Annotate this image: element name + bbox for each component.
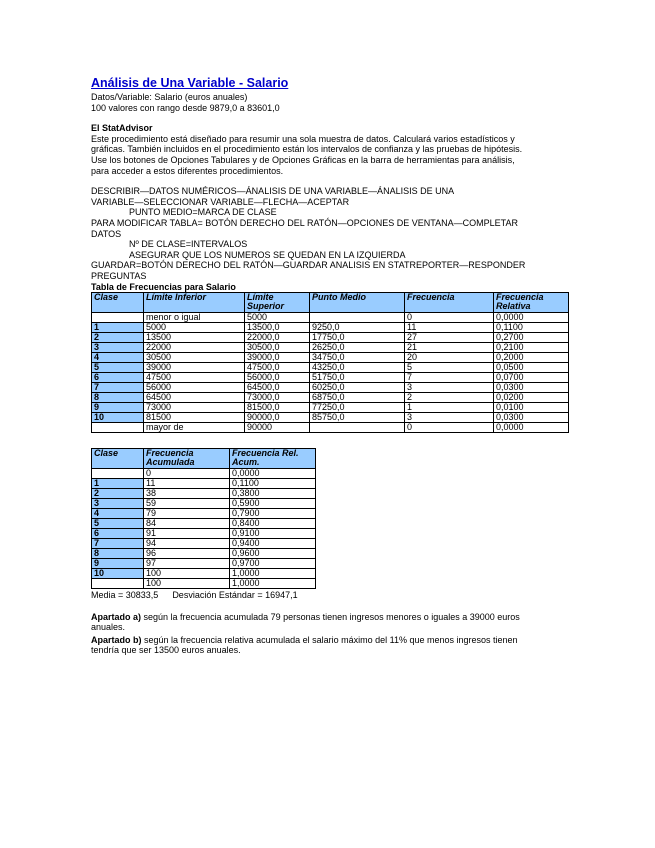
cell-sup: 22000,0 <box>245 332 310 342</box>
cell-rel: 0,2700 <box>494 332 569 342</box>
table-row <box>92 538 316 548</box>
cell-medio: 51750,0 <box>310 372 405 382</box>
statadvisor-line: gráficas. También incluidos en el procedimiento están los intervalos de confianza y las pruebas de hipótesis. <box>91 144 523 155</box>
cell-inf: 81500 <box>144 412 245 422</box>
table-row <box>92 498 316 508</box>
subtitle-range: 100 valores con rango desde 9879,0 a 83601,0 <box>91 102 280 113</box>
statadvisor-line: Este procedimiento está diseñado para resumir una sola muestra de datos. Calculará varios estadísticos y <box>91 133 515 144</box>
cell-rel: 1,0000 <box>230 578 316 588</box>
header-limite-inferior: Límite Inferior <box>144 292 245 312</box>
answer-b-text: según la frecuencia relativa acumulada el salario máximo del 11% que menos ingresos tienen <box>141 634 518 645</box>
cell-clase: 5 <box>92 362 144 372</box>
cell-clase <box>92 422 144 432</box>
cell-clase: 9 <box>92 558 144 568</box>
cell-frec: 7 <box>405 372 494 382</box>
cell-acum: 100 <box>144 578 230 588</box>
header-punto-medio: Punto Medio <box>310 292 405 312</box>
statadvisor-line: Use los botones de Opciones Tabulares y de Opciones Gráficas en la barra de herramientas para análisis, <box>91 154 515 165</box>
cell-clase: 6 <box>92 372 144 382</box>
cell-clase: 8 <box>92 548 144 558</box>
cell-clase: 4 <box>92 508 144 518</box>
answer-a-text: según la frecuencia acumulada 79 personas tienen ingresos menores o iguales a 39000 euros <box>141 611 520 622</box>
cell-inf: menor o igual <box>144 312 245 322</box>
table-row <box>92 568 316 578</box>
cell-sup: 64500,0 <box>245 382 310 392</box>
cell-inf: 39000 <box>144 362 245 372</box>
statadvisor-heading: El StatAdvisor <box>91 123 153 134</box>
cell-clase <box>92 578 144 588</box>
cell-rel: 0,0700 <box>494 372 569 382</box>
cell-sup: 39000,0 <box>245 352 310 362</box>
cell-rel: 0,3800 <box>230 488 316 498</box>
table-row <box>92 558 316 568</box>
cell-medio: 68750,0 <box>310 392 405 402</box>
table-row <box>92 362 569 372</box>
cell-inf: 47500 <box>144 372 245 382</box>
cell-sup: 81500,0 <box>245 402 310 412</box>
cell-rel: 0,9100 <box>230 528 316 538</box>
cell-clase: 8 <box>92 392 144 402</box>
table-row <box>92 518 316 528</box>
cell-medio: 85750,0 <box>310 412 405 422</box>
cell-medio <box>310 422 405 432</box>
table-row <box>92 402 569 412</box>
cell-clase: 1 <box>92 478 144 488</box>
cell-sup: 90000 <box>245 422 310 432</box>
cell-medio: 77250,0 <box>310 402 405 412</box>
cell-clase: 6 <box>92 528 144 538</box>
cell-frec: 3 <box>405 382 494 392</box>
answer-b-label: Apartado b) <box>91 634 142 645</box>
cell-clase: 2 <box>92 488 144 498</box>
statadvisor-line: para acceder a estos diferentes procedimientos. <box>91 165 284 176</box>
cell-sup: 90000,0 <box>245 412 310 422</box>
instruction-modificar-cont: DATOS <box>91 228 122 239</box>
subtitle-variable: Datos/Variable: Salario (euros anuales) <box>91 92 248 102</box>
cell-clase: 1 <box>92 322 144 332</box>
table-row <box>92 342 569 352</box>
cell-clase: 7 <box>92 382 144 392</box>
table-row <box>92 372 569 382</box>
header-frecuencia-rel-acum: Frecuencia Rel. Acum. <box>230 448 316 468</box>
cell-medio: 60250,0 <box>310 382 405 392</box>
cell-rel: 0,0300 <box>494 412 569 422</box>
cell-sup: 73000,0 <box>245 392 310 402</box>
header-clase: Clase <box>92 448 144 468</box>
table-row <box>92 528 316 538</box>
table-row <box>92 578 316 588</box>
cell-inf: 73000 <box>144 402 245 412</box>
header-frecuencia-acumulada: Frecuencia Acumulada <box>144 448 230 468</box>
cell-rel: 0,5900 <box>230 498 316 508</box>
header-frecuencia-relativa: Frecuencia Relativa <box>494 292 569 312</box>
frequency-table-header <box>92 292 569 312</box>
cell-inf: mayor de <box>144 422 245 432</box>
cell-acum: 0 <box>144 468 230 478</box>
cell-frec: 3 <box>405 412 494 422</box>
cell-rel: 0,0100 <box>494 402 569 412</box>
cell-sup: 30500,0 <box>245 342 310 352</box>
cell-rel: 1,0000 <box>230 568 316 578</box>
answer-a-label: Apartado a) <box>91 611 142 622</box>
answer-a <box>91 612 571 633</box>
instruction-guardar: GUARDAR=BOTÓN DERECHO DEL RATÓN—GUARDAR ANALISIS EN STATREPORTER—RESPONDER <box>91 260 526 271</box>
cell-rel: 0,0500 <box>494 362 569 372</box>
answer-b <box>91 635 571 656</box>
cell-frec: 0 <box>405 312 494 322</box>
cell-clase <box>92 312 144 322</box>
cell-rel: 0,7900 <box>230 508 316 518</box>
instruction-num-clase: Nº DE CLASE=INTERVALOS <box>129 239 248 250</box>
table-row <box>92 468 316 478</box>
cell-rel: 0,9600 <box>230 548 316 558</box>
cell-acum: 94 <box>144 538 230 548</box>
cell-clase: 2 <box>92 332 144 342</box>
cell-frec: 0 <box>405 422 494 432</box>
summary-stats <box>91 590 571 600</box>
table-row <box>92 508 316 518</box>
cell-sup: 5000 <box>245 312 310 322</box>
table-row <box>92 392 569 402</box>
cell-medio <box>310 312 405 322</box>
table-row <box>92 352 569 362</box>
cell-medio: 17750,0 <box>310 332 405 342</box>
table-row <box>92 548 316 558</box>
statadvisor-section <box>91 123 571 176</box>
stat-media: Media = 30833,5 <box>91 589 159 600</box>
cell-clase: 4 <box>92 352 144 362</box>
cell-acum: 84 <box>144 518 230 528</box>
cell-acum: 97 <box>144 558 230 568</box>
cell-rel: 0,0000 <box>494 422 569 432</box>
cell-rel: 0,8400 <box>230 518 316 528</box>
cumulative-table <box>91 448 316 589</box>
stat-desviacion: Desviación Estándar = 16947,1 <box>172 589 298 600</box>
cell-frec: 20 <box>405 352 494 362</box>
cell-clase: 9 <box>92 402 144 412</box>
cell-rel: 0,2100 <box>494 342 569 352</box>
table-row <box>92 422 569 432</box>
cell-rel: 0,2000 <box>494 352 569 362</box>
instructions-section <box>91 186 571 281</box>
cell-clase: 7 <box>92 538 144 548</box>
cell-medio: 43250,0 <box>310 362 405 372</box>
cell-frec: 27 <box>405 332 494 342</box>
cell-rel: 0,1100 <box>494 322 569 332</box>
cell-inf: 13500 <box>144 332 245 342</box>
table-row <box>92 488 316 498</box>
page-title[interactable]: Análisis de Una Variable - Salario <box>91 76 289 90</box>
cell-inf: 22000 <box>144 342 245 352</box>
frequency-table <box>91 292 569 433</box>
table-row <box>92 478 316 488</box>
cell-rel: 0,9400 <box>230 538 316 548</box>
cell-rel: 0,1100 <box>230 478 316 488</box>
cell-sup: 47500,0 <box>245 362 310 372</box>
cell-frec: 11 <box>405 322 494 332</box>
cell-rel: 0,0000 <box>230 468 316 478</box>
cell-clase: 10 <box>92 568 144 578</box>
cell-rel: 0,9700 <box>230 558 316 568</box>
cell-frec: 5 <box>405 362 494 372</box>
cell-acum: 11 <box>144 478 230 488</box>
cell-inf: 64500 <box>144 392 245 402</box>
cell-frec: 2 <box>405 392 494 402</box>
table-row <box>92 312 569 322</box>
cell-rel: 0,0000 <box>494 312 569 322</box>
cell-medio: 26250,0 <box>310 342 405 352</box>
cell-acum: 100 <box>144 568 230 578</box>
cell-frec: 21 <box>405 342 494 352</box>
answer-b-text-cont: tendría que ser 13500 euros anuales. <box>91 645 241 656</box>
document-page <box>91 76 571 656</box>
cell-clase: 10 <box>92 412 144 422</box>
cell-inf: 30500 <box>144 352 245 362</box>
table-row <box>92 382 569 392</box>
cell-inf: 5000 <box>144 322 245 332</box>
cell-clase <box>92 468 144 478</box>
cell-frec: 1 <box>405 402 494 412</box>
cell-rel: 0,0300 <box>494 382 569 392</box>
cell-sup: 13500,0 <box>245 322 310 332</box>
table-row <box>92 322 569 332</box>
table-row <box>92 332 569 342</box>
instruction-punto-medio: PUNTO MEDIO=MARCA DE CLASE <box>129 207 277 218</box>
instruction-describir: DESCRIBIR—DATOS NUMÉRICOS—ÁNALISIS DE UNA VARIABLE—ÁNALISIS DE UNA <box>91 186 455 197</box>
cell-acum: 38 <box>144 488 230 498</box>
instruction-modificar: PARA MODIFICAR TABLA= BOTÓN DERECHO DEL RATÓN—OPCIONES DE VENTANA—COMPLETAR <box>91 217 518 228</box>
cell-medio: 9250,0 <box>310 322 405 332</box>
cumulative-table-header <box>92 448 316 468</box>
cell-acum: 79 <box>144 508 230 518</box>
frequency-table-caption: Tabla de Frecuencias para Salario <box>91 281 236 292</box>
cell-clase: 3 <box>92 498 144 508</box>
cell-clase: 5 <box>92 518 144 528</box>
cell-acum: 96 <box>144 548 230 558</box>
instruction-guardar-cont: PREGUNTAS <box>91 270 147 281</box>
cell-acum: 59 <box>144 498 230 508</box>
cell-clase: 3 <box>92 342 144 352</box>
answer-a-text-cont: anuales. <box>91 622 126 633</box>
cell-rel: 0,0200 <box>494 392 569 402</box>
table-row <box>92 412 569 422</box>
header-limite-superior: Límite Superior <box>245 292 310 312</box>
cell-sup: 56000,0 <box>245 372 310 382</box>
cell-medio: 34750,0 <box>310 352 405 362</box>
cell-inf: 56000 <box>144 382 245 392</box>
instruction-asegurar: ASEGURAR QUE LOS NUMEROS SE QUEDAN EN LA IZQUIERDA <box>129 249 406 260</box>
header-clase: Clase <box>92 292 144 312</box>
header-frecuencia: Frecuencia <box>405 292 494 312</box>
instruction-describir-cont: VARIABLE—SELECCIONAR VARIABLE—FLECHA—ACEPTAR <box>91 196 350 207</box>
cell-acum: 91 <box>144 528 230 538</box>
